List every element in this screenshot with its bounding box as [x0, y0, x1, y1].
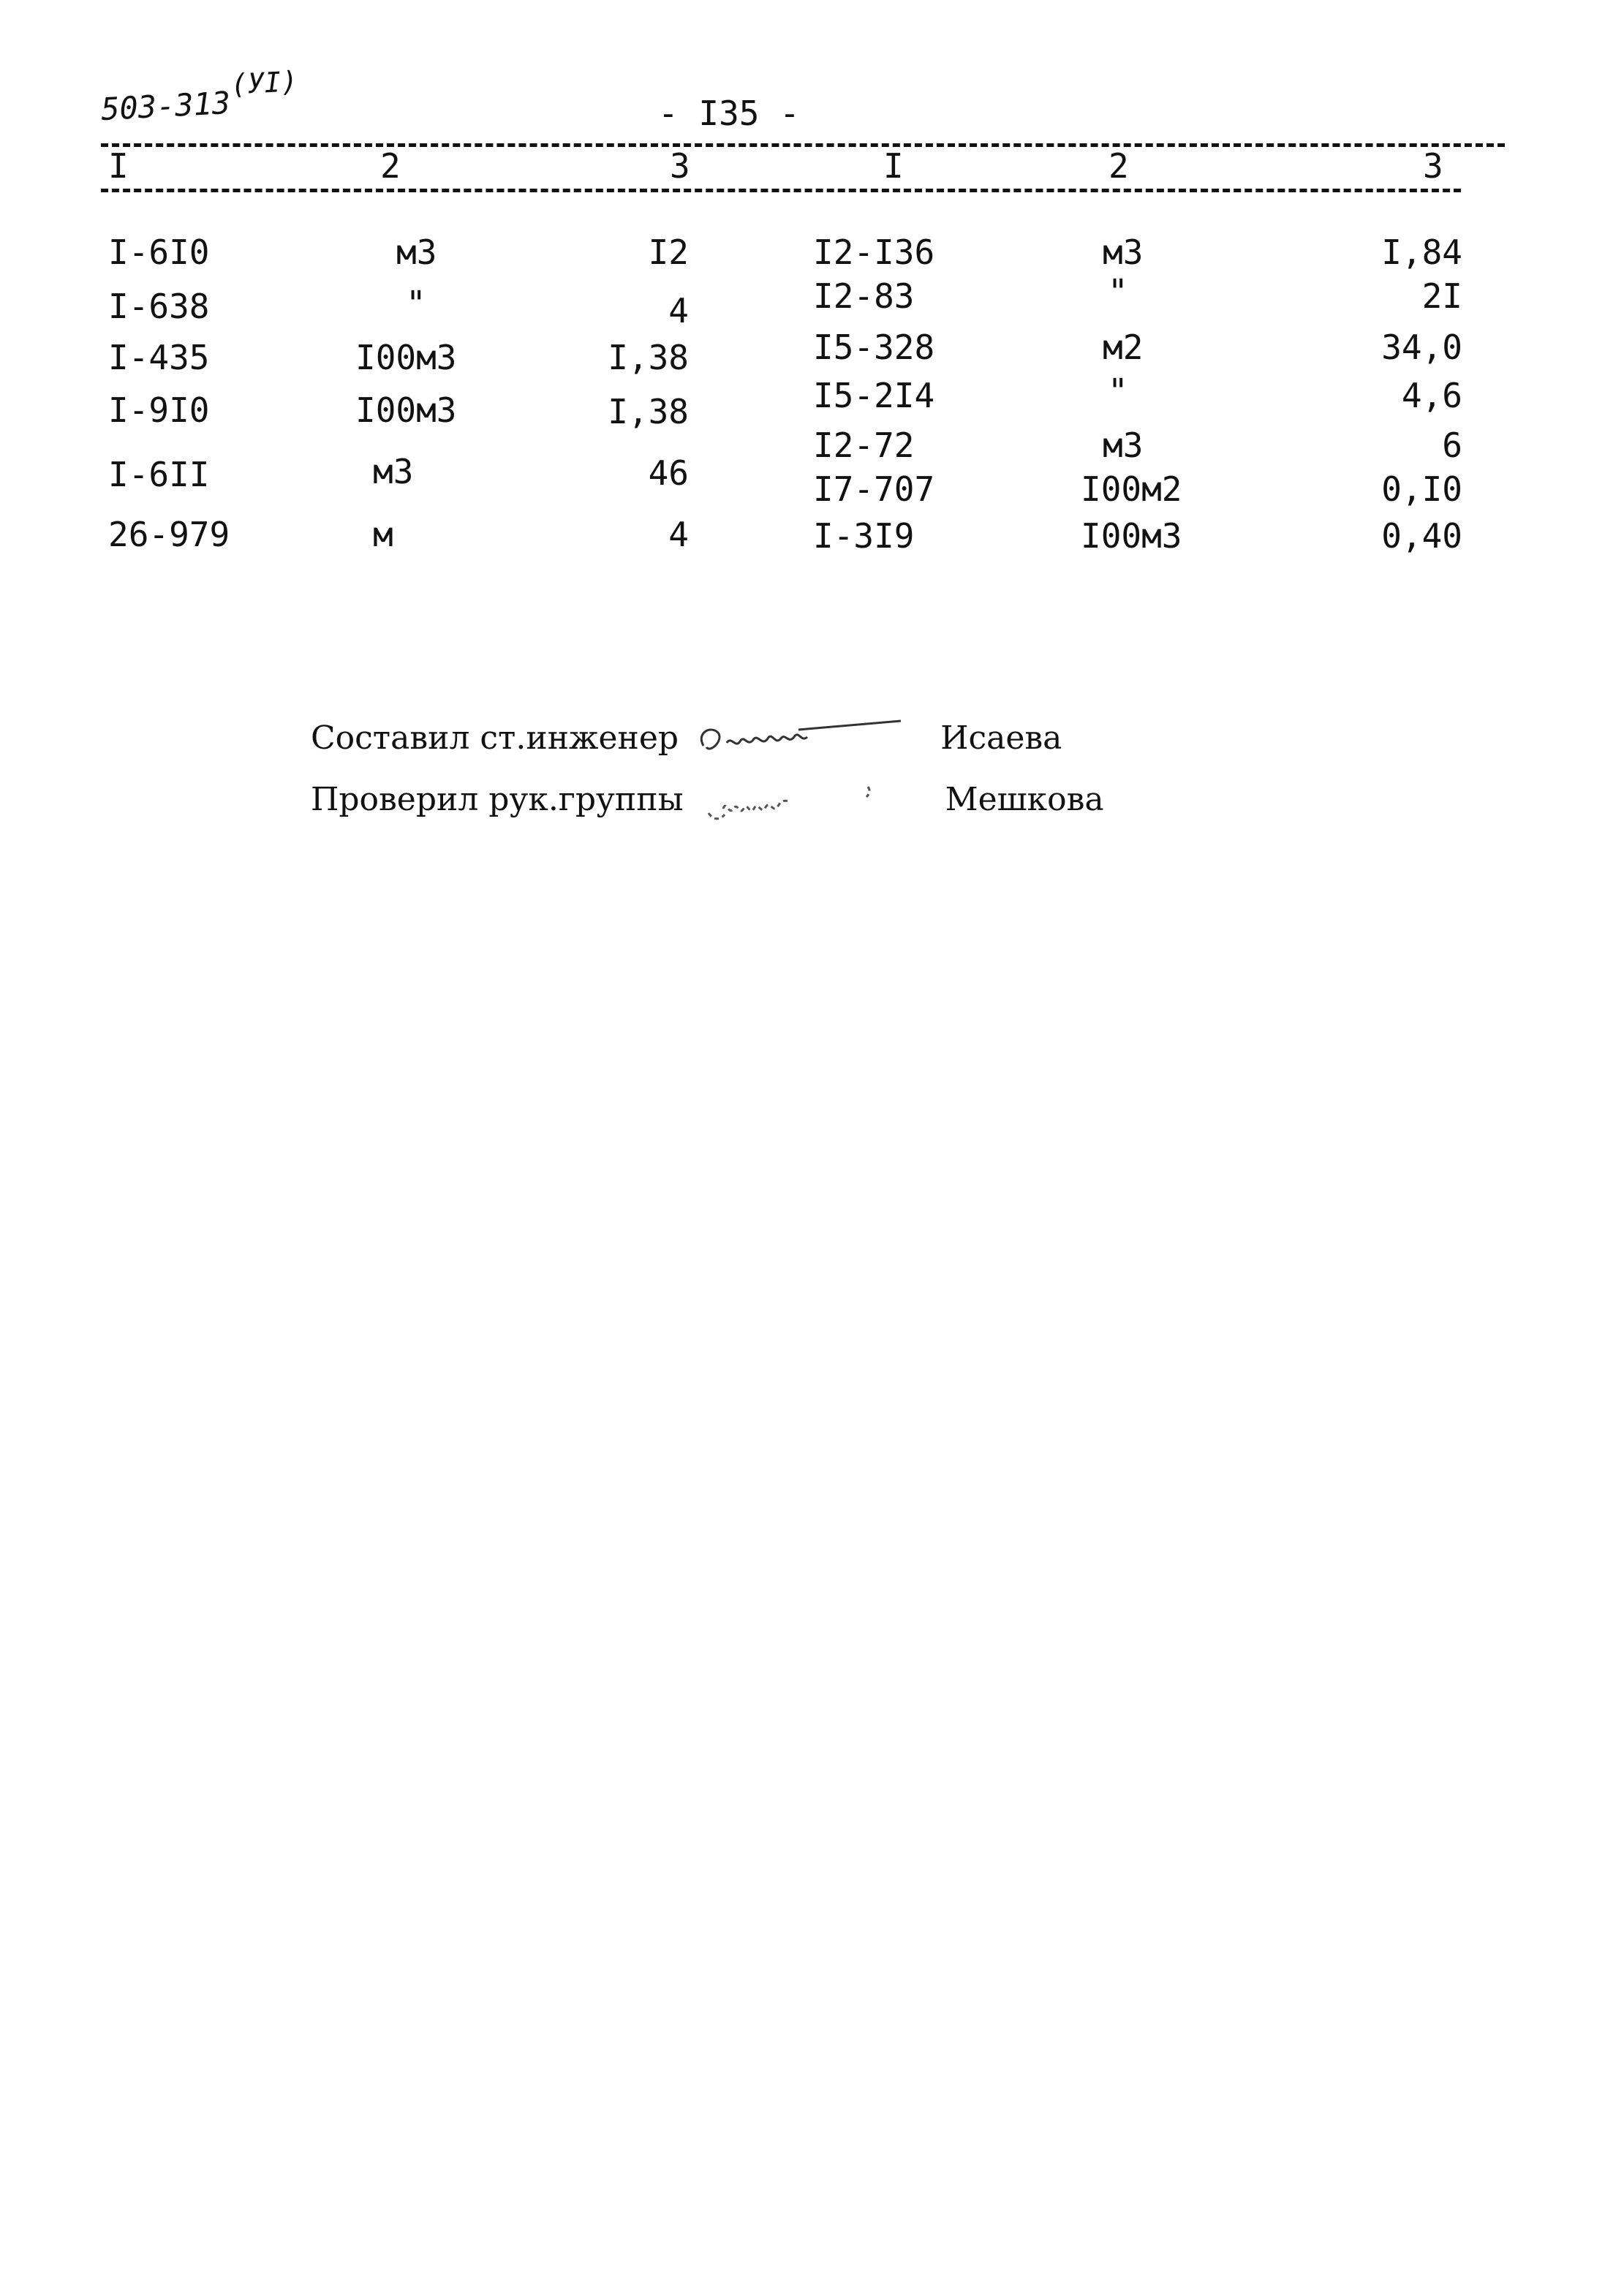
table-left-code: I-638 — [108, 287, 210, 326]
document-code — [99, 64, 300, 128]
column-header-right-1: I — [883, 146, 904, 186]
table-right-code: I2-72 — [813, 426, 915, 465]
table-left-unit: I00м3 — [355, 338, 457, 377]
table-right-code: I2-83 — [813, 276, 915, 316]
header-rule-bottom — [101, 189, 1461, 192]
table-right-unit: м3 — [1103, 426, 1144, 465]
signature-row-checked — [311, 779, 1104, 823]
column-header-left-2: 2 — [380, 146, 401, 186]
table-left-qty: I,38 — [608, 392, 689, 431]
compiled-by-name: Исаева — [940, 719, 1062, 757]
table-left-unit: I00м3 — [355, 390, 457, 430]
table-right-unit: I00м3 — [1081, 516, 1182, 556]
column-header-left-3: 3 — [670, 146, 690, 186]
table-left-qty: I2 — [648, 233, 689, 272]
table-right-code: I7-707 — [813, 469, 935, 509]
table-right-qty: 34,0 — [1381, 328, 1462, 367]
header-rule-top — [101, 143, 1505, 147]
table-left-code: 26-979 — [108, 515, 230, 554]
table-left-code: I-6I0 — [108, 233, 210, 272]
table-right-qty: 4,6 — [1401, 376, 1462, 415]
checked-by-label: Проверил рук.группы — [311, 780, 684, 818]
signature-checked-handwriting — [694, 779, 935, 823]
table-left-unit: м3 — [373, 452, 414, 491]
table-left-qty: 4 — [668, 291, 689, 330]
table-left-code: I-6II — [108, 455, 210, 494]
checked-by-name: Мешкова — [945, 780, 1104, 818]
table-right-unit: " — [1108, 371, 1128, 411]
table-left-qty: I,38 — [608, 338, 689, 377]
table-left-code: I-435 — [108, 338, 210, 377]
compiled-by-label: Составил ст.инженер — [311, 719, 679, 757]
table-right-unit: " — [1108, 272, 1128, 311]
table-right-code: I2-I36 — [813, 233, 935, 272]
column-header-left-1: I — [108, 146, 129, 186]
table-right-unit: I00м2 — [1081, 469, 1182, 509]
table-right-qty: 6 — [1442, 426, 1462, 465]
table-right-unit: м3 — [1103, 233, 1144, 272]
table-left-qty: 46 — [648, 453, 689, 493]
page-number: - I35 - — [658, 94, 800, 133]
table-left-unit: м3 — [396, 233, 437, 272]
table-right-qty: 2I — [1421, 276, 1462, 316]
column-header-right-3: 3 — [1423, 146, 1443, 186]
document-code-suffix: (УI) — [230, 64, 299, 101]
table-left-code: I-9I0 — [108, 390, 210, 430]
table-right-code: I5-328 — [813, 328, 935, 367]
column-header-right-2: 2 — [1109, 146, 1129, 186]
table-left-unit: " — [406, 284, 426, 323]
signature-compiled-handwriting — [689, 718, 930, 762]
table-right-unit: м2 — [1103, 328, 1144, 367]
table-right-qty: 0,I0 — [1381, 469, 1462, 509]
table-right-code: I5-2I4 — [813, 376, 935, 415]
table-right-code: I-3I9 — [813, 516, 915, 556]
table-right-qty: 0,40 — [1381, 516, 1462, 556]
document-code-number: 503-313 — [99, 84, 232, 128]
table-left-unit: м — [373, 515, 393, 554]
table-left-qty: 4 — [668, 515, 689, 554]
table-right-qty: I,84 — [1381, 233, 1462, 272]
signature-row-compiled — [311, 718, 1062, 762]
